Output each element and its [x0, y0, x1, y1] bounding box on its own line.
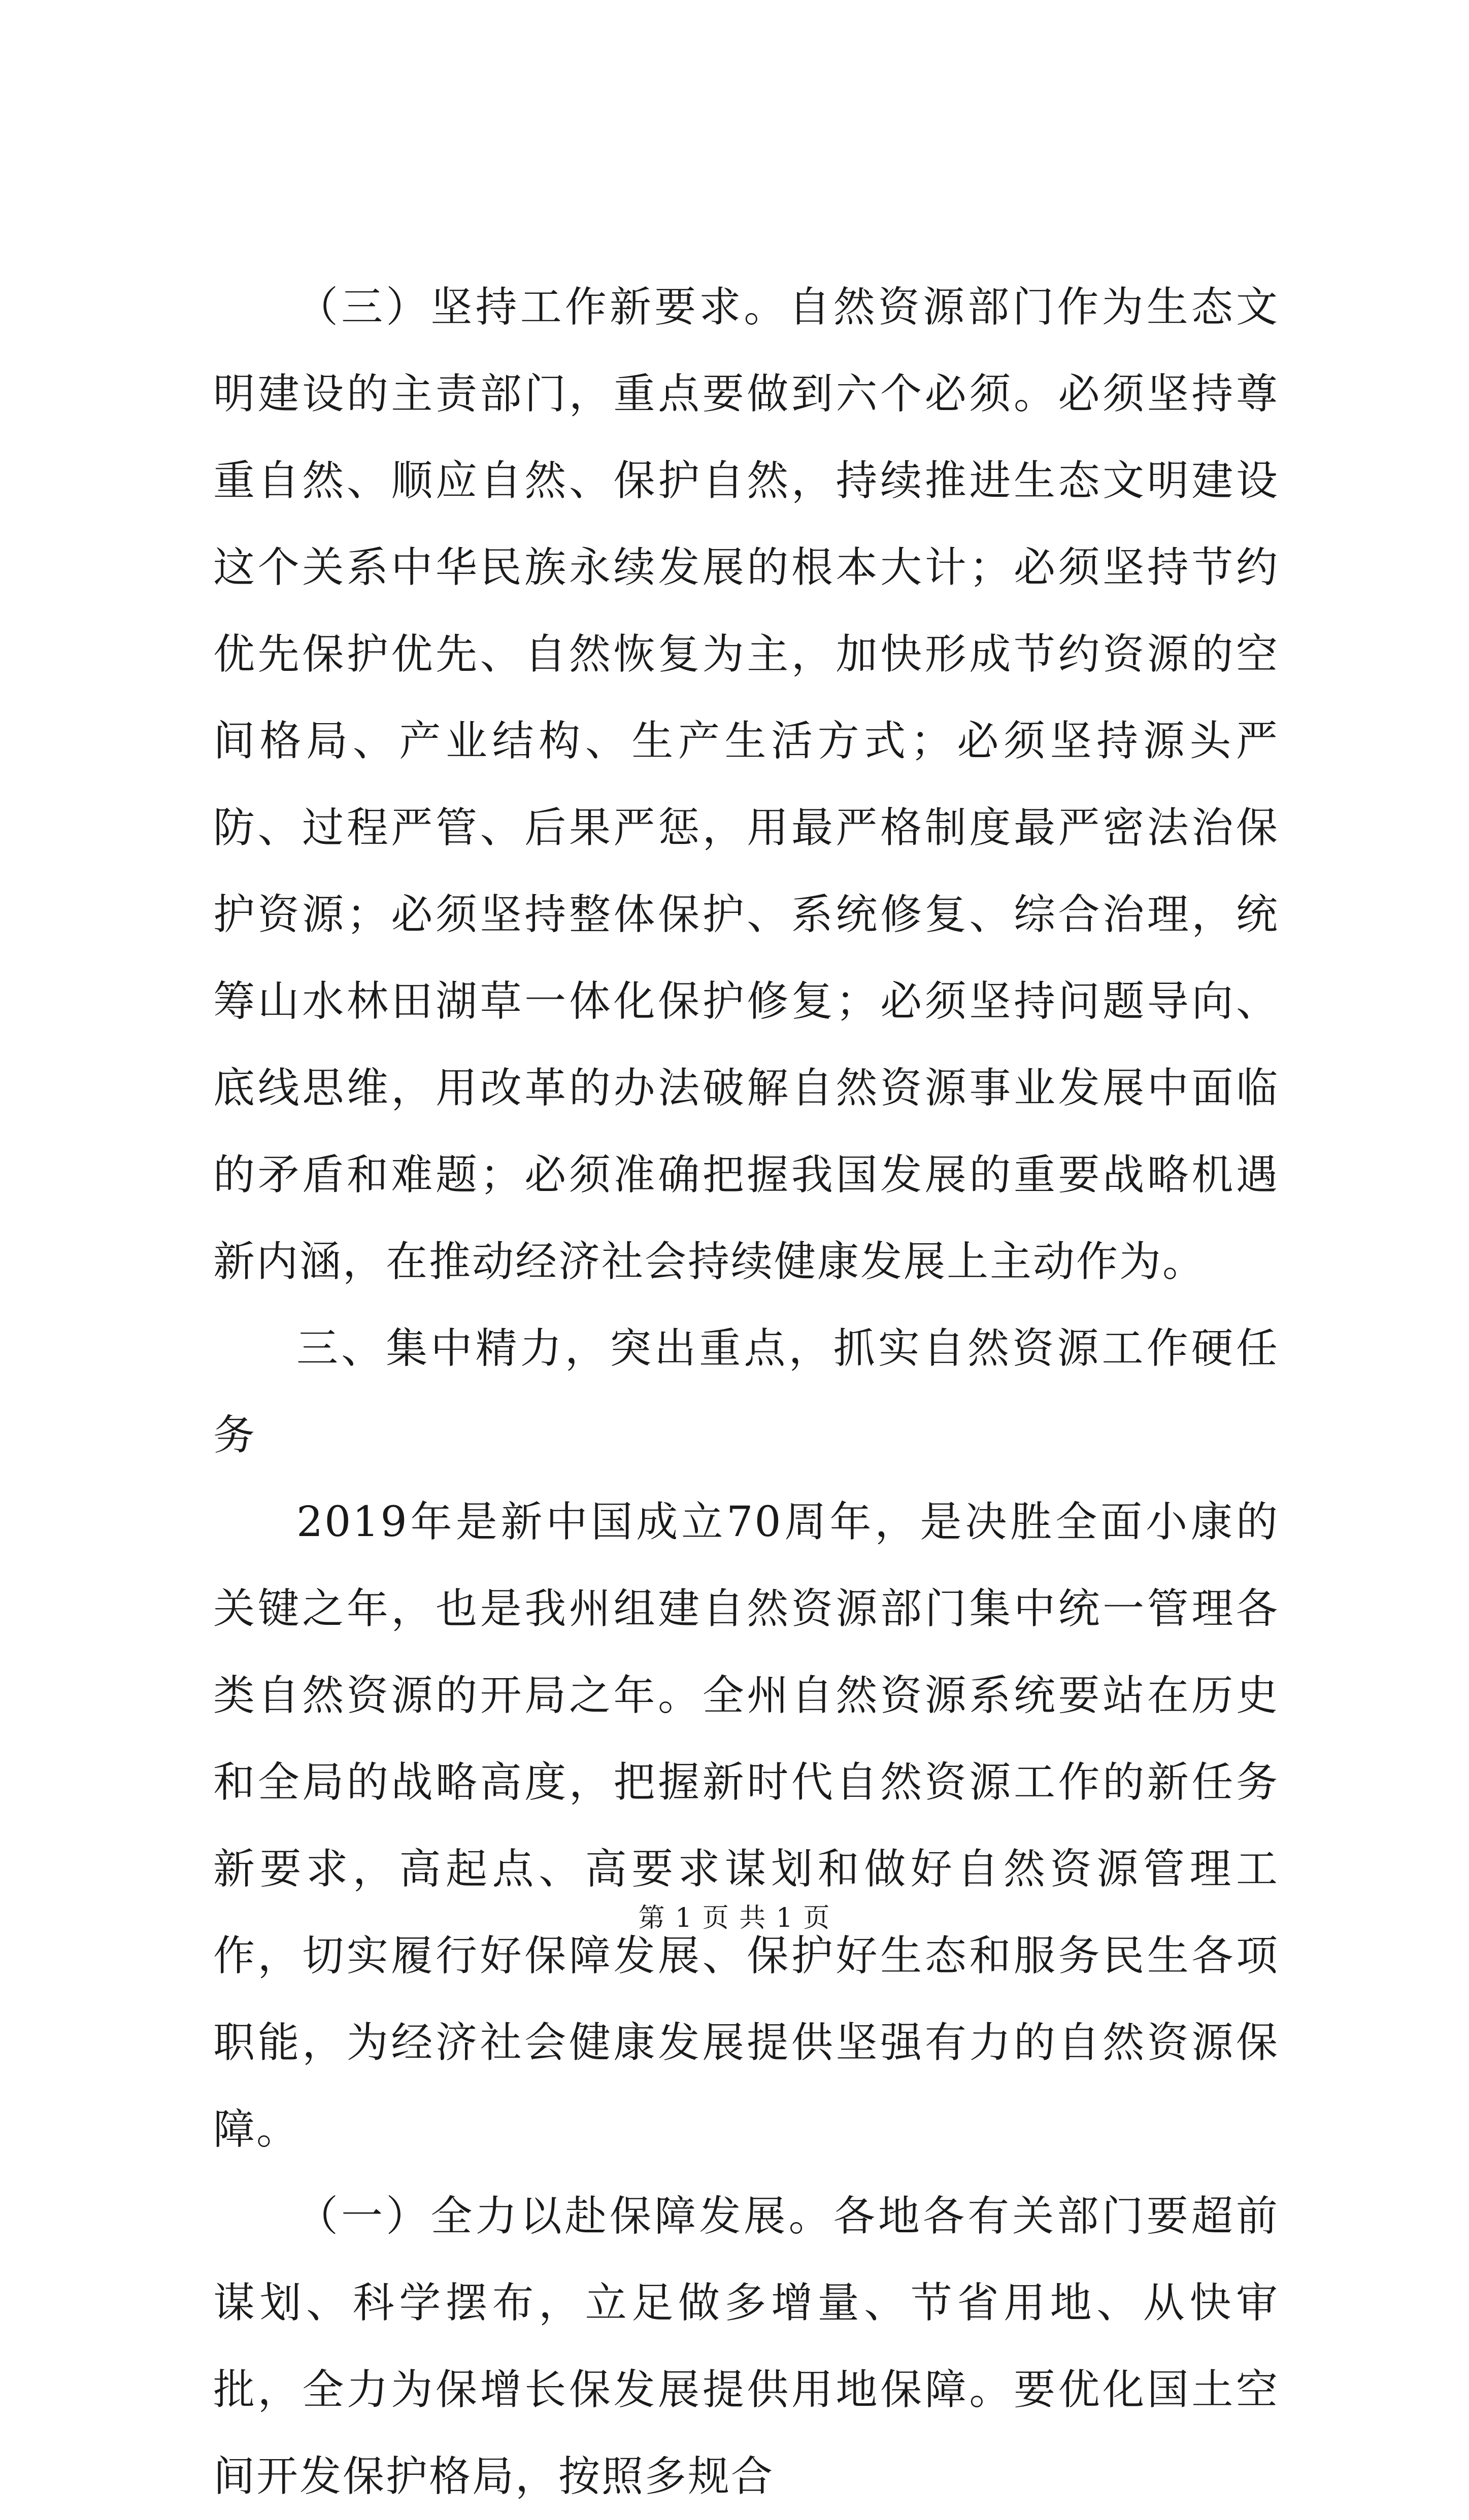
section-heading-three: 三、集中精力，突出重点，抓实自然资源工作硬任务	[213, 1324, 1279, 1459]
document-body	[213, 264, 1279, 2520]
page-footer	[0, 1900, 1469, 1936]
paragraph-2019-overview: 2019年是新中国成立70周年，是决胜全面小康的关键之年，也是我州组建自然资源部门集中统一管理各类自然资源的开局之年。全州自然资源系统要站在历史和全局的战略高度，把握新时代自然资源工作的新任务新要求，高起点、高要求谋划和做好自然资源管理工作，切实履行好保障发展、保护好生态和服务民生各项职能，为经济社会健康发展提供坚强有力的自然资源保障。	[213, 1498, 1279, 2154]
page-number-label: 第 1 页 共 1 页	[638, 1903, 831, 1933]
paragraph-guarantee-development: （一）全力以赴保障发展。各地各有关部门要超前谋划、科学摆布，立足做多增量、节省用地、从快审批，全力为保增长保发展提供用地保障。要优化国土空间开发保护格局，按照多规合	[213, 2192, 1279, 2501]
paragraph-section-three-requirements: （三）坚持工作新要求。自然资源部门作为生态文明建设的主责部门，重点要做到六个必须。必须坚持尊重自然、顺应自然、保护自然，持续推进生态文明建设这个关系中华民族永续发展的根本大计；必须坚持节约优先保护优先、自然恢复为主，加快形成节约资源的空间格局、产业结构、生产生活方式；必须坚持源头严防、过程严管、后果严惩，用最严格制度最严密法治保护资源；必须坚持整体保护、系统修复、综合治理，统筹山水林田湖草一体化保护修复；必须坚持问题导向、底线思维，用改革的办法破解自然资源事业发展中面临的矛盾和难题；必须准确把握我国发展的重要战略机遇新内涵，在推动经济社会持续健康发展上主动作为。	[213, 283, 1279, 1286]
